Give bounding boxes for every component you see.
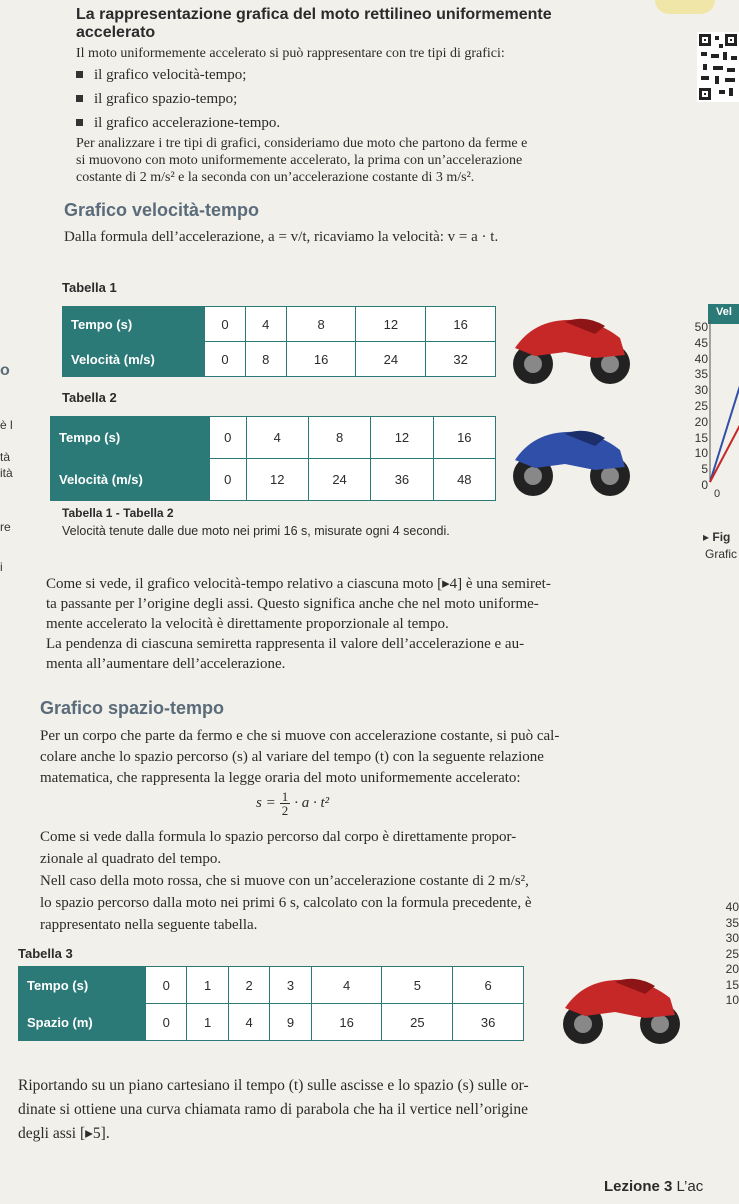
velocity-chart [668,300,739,510]
y-tick-label: 5 [701,462,708,477]
y-tick-label: 50 [694,320,708,334]
y-tick-label: 10 [725,993,739,1007]
margin-fragment: ità [0,466,13,480]
x-tick-label: 0 [714,488,721,500]
qr-code[interactable] [697,32,739,102]
page-title: La rappresentazione grafica del moto rettilineo uniformemente accelerato [76,6,552,41]
red-motorbike-image [505,300,635,390]
table2-row2-header: Velocità (m/s) [51,459,210,501]
y-tick-label: 20 [694,414,708,429]
intro-text: Il moto uniformemente accelerato si può rappresentare con tre tipi di grafici: [76,46,505,61]
table1-label: Tabella 1 [62,280,117,295]
chart-title: Vel [716,306,732,318]
section-heading-velocity: Grafico velocità-tempo [64,200,260,220]
y-tick-label: 45 [694,335,708,350]
table1-row1-header: Tempo (s) [63,307,205,342]
table3: Tempo (s) 0 1 2 3 4 5 6 Spazio (m) 0 1 4 9 16 25 36 [18,966,524,1041]
margin-fragment: o [0,362,10,379]
margin-fragment: i [0,560,3,574]
corner-decoration [655,0,715,14]
hourly-law-formula: s = $\frac{1}{2}$ · a · t² [256,789,330,818]
blue-motorbike-image [505,412,635,502]
list-item: il grafico accelerazione-tempo. [76,114,280,132]
list-item: il grafico spazio-tempo; [76,90,280,108]
chart-lines [708,300,739,510]
margin-fragment: re [0,520,11,534]
y-tick-label: 15 [694,430,708,445]
y-tick-label: 0 [701,478,708,492]
table3-row2-header: Spazio (m) [19,1004,146,1041]
y-tick-label: 35 [725,915,739,930]
tables-caption-text: Velocità tenute dalle due moto nei primi 16 s, misurate ogni 4 secondi. [62,524,450,538]
y-tick-label: 40 [725,900,739,914]
figure-caption: Grafic [705,547,738,561]
space-paragraph-2: Come si vede dalla formula lo spazio percorso dal corpo è direttamente propor- zionale al quadrato del tempo. Nell caso della moto rossa, che si muove con un’accelerazione costante di 2 m/s², lo spazio percorso dalla moto nei primi 6 s, calcolato con la formula precedente, è rappresentato nella seguente tabella. [40,829,532,933]
margin-fragment: è l [0,418,13,432]
list-item: il grafico velocità-tempo; [76,66,280,84]
y-tick-label: 25 [694,399,708,413]
table3-row1-header: Tempo (s) [19,967,146,1004]
graph-types-list [76,66,280,132]
y-tick-label: 40 [694,351,708,366]
section-heading-space: Grafico spazio-tempo [40,698,225,718]
y-tick-label: 20 [725,962,739,976]
tables-caption-label: Tabella 1 - Tabella 2 [62,506,174,520]
y-tick-label: 30 [694,383,708,398]
intro-paragraph: Per analizzare i tre tipi di grafici, consideriamo due moto che partono da ferme e si muovono con moto uniformemente accelerato, la prima con un’accelerazione costante di 2 m/s² e la seconda con un’accelerazione costante di 3 m/s². [76,136,528,185]
series-line-fast [710,360,739,482]
red-motorbike-image [555,960,685,1050]
y-tick-label: 10 [694,446,708,461]
y-tick-label: 30 [725,931,739,945]
table1-row2-header: Velocità (m/s) [63,342,205,377]
y-tick-label: 35 [694,367,708,382]
space-chart [712,900,739,1050]
table1: Tempo (s) 0 4 8 12 16 Velocità (m/s) 0 8 16 24 32 [62,306,496,377]
footer-lesson: Lezione 3 L’ac [604,1178,704,1195]
velocity-formula-text: Dalla formula dell’accelerazione, a = v/t, ricaviamo la velocità: v = a · t. [64,229,499,245]
conclusion-paragraph: Riportando su un piano cartesiano il tempo (t) sulle ascisse e lo spazio (s) sulle or- dinate si ottiene una curva chiamata ramo di parabola che ha il vertice nell’origine degli assi [▸5]. [18,1077,529,1142]
table2-row1-header: Tempo (s) [51,417,210,459]
space-paragraph-1: Per un corpo che parte da fermo e che si muove con accelerazione costante, si può cal- colare anche lo spazio percorso (s) al variare del tempo (t) con la seguente relazione matematica, che rappresenta la legge oraria del moto uniformemente accelerato: [40,728,560,786]
figure-ref: ▸ Fig [703,530,731,544]
y-tick-label: 15 [725,977,739,992]
table2-label: Tabella 2 [62,390,117,405]
analysis-paragraph: Come si vede, il grafico velocità-tempo relativo a ciascuna moto [▸4] è una semiret- ta passante per l’origine degli assi. Questo significa anche che nel moto uniforme- mente accelerato la velocità è direttamente proporzionale al tempo. La pendenza di ciascuna semiretta rappresenta il valore dell’accelerazione e au- menta all’aumentare dell’accelerazione. [46,576,551,672]
margin-fragment: tà [0,450,11,464]
y-tick-label: 25 [725,946,739,961]
table2: Tempo (s) 0 4 8 12 16 Velocità (m/s) 0 12 24 36 48 [50,416,496,501]
table3-label: Tabella 3 [18,946,73,961]
